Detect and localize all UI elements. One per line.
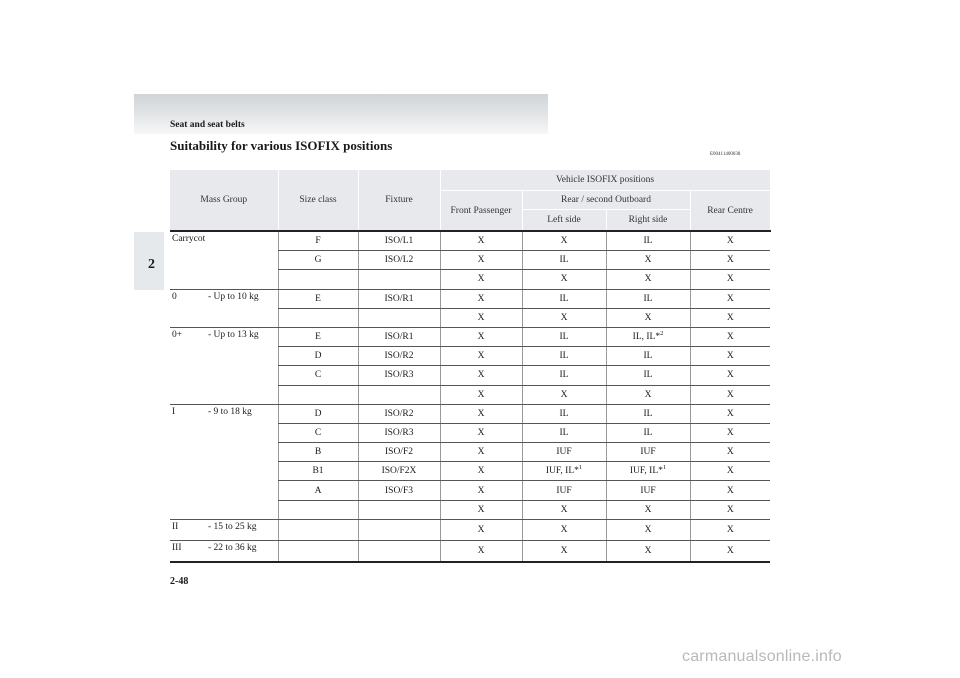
- front-passenger-cell: [440, 366, 522, 385]
- mass-group-range: - 15 to 25 kg: [208, 521, 257, 532]
- front-passenger-cell: [440, 231, 522, 251]
- front-passenger-cell-text: X: [477, 351, 485, 362]
- mass-group-label: 0: [172, 291, 177, 302]
- rear-centre-cell: [690, 404, 770, 423]
- table-body: [170, 231, 770, 562]
- right-side-cell: [606, 519, 690, 540]
- table-row: [170, 404, 770, 423]
- right-side-cell-text: X: [644, 546, 652, 557]
- front-passenger-cell: [440, 443, 522, 462]
- fixture-cell-text: ISO/L1: [384, 236, 414, 247]
- size-class-cell: [278, 541, 358, 563]
- front-passenger-cell-text: X: [477, 504, 485, 515]
- table-row: [170, 327, 770, 346]
- right-side-cell-text: IL: [643, 427, 653, 438]
- right-side-cell-text: X: [644, 504, 652, 515]
- fixture-cell-text: ISO/R2: [384, 351, 414, 362]
- size-class-cell: [278, 231, 358, 251]
- front-passenger-cell-text: X: [477, 408, 485, 419]
- left-side-cell: [522, 289, 606, 308]
- fixture-cell: [358, 289, 440, 308]
- fixture-cell-text: ISO/L2: [384, 255, 414, 266]
- right-side-cell: [606, 385, 690, 404]
- size-class-cell: [278, 404, 358, 423]
- right-side-cell: [606, 270, 690, 289]
- front-passenger-cell-text: X: [477, 255, 485, 266]
- table-row: [170, 289, 770, 308]
- left-side-cell: [522, 541, 606, 563]
- chapter-tab-number: 2: [148, 257, 155, 272]
- rear-centre-cell: [690, 251, 770, 270]
- front-passenger-cell: [440, 251, 522, 270]
- front-passenger-cell: [440, 327, 522, 346]
- left-side-cell: [522, 481, 606, 500]
- fixture-cell: [358, 481, 440, 500]
- front-passenger-cell: [440, 462, 522, 481]
- front-passenger-cell: [440, 289, 522, 308]
- right-side-cell: [606, 481, 690, 500]
- size-class-cell-text: A: [314, 485, 322, 496]
- size-class-cell: [278, 327, 358, 346]
- mass-group-range: - 9 to 18 kg: [208, 406, 252, 417]
- front-passenger-cell: [440, 404, 522, 423]
- left-side-cell-text: IL: [559, 427, 569, 438]
- left-side-cell: [522, 443, 606, 462]
- mass-group-label: II: [172, 521, 179, 532]
- left-side-cell: [522, 231, 606, 251]
- front-passenger-cell-text: X: [477, 389, 485, 400]
- fixture-cell: [358, 270, 440, 289]
- size-class-cell-text: D: [314, 408, 322, 419]
- right-side-cell: [606, 347, 690, 366]
- size-class-cell-text: D: [314, 351, 322, 362]
- right-side-cell-text: IL: [643, 293, 653, 304]
- front-passenger-cell: [440, 270, 522, 289]
- right-side-cell: [606, 231, 690, 251]
- rear-centre-cell-text: X: [726, 274, 734, 285]
- rear-centre-cell-text: X: [726, 389, 734, 400]
- rear-centre-cell-text: X: [726, 351, 734, 362]
- front-passenger-cell-text: X: [477, 427, 485, 438]
- size-class-cell-text: C: [314, 427, 322, 438]
- left-side-cell-text: IUF: [556, 485, 572, 496]
- page-title: Suitability for various ISOFIX positions: [170, 138, 393, 153]
- left-side-cell: [522, 385, 606, 404]
- mass-group-label: 0+: [172, 329, 183, 340]
- fixture-cell-text: ISO/R3: [384, 427, 414, 438]
- right-side-cell: [606, 251, 690, 270]
- mass-group-label: I: [172, 406, 176, 417]
- right-side-cell-text: IL: [643, 408, 653, 419]
- left-side-cell-text: X: [560, 236, 568, 247]
- fixture-cell: [358, 423, 440, 442]
- mass-group-label: Carrycot: [172, 234, 206, 244]
- mass-group-cell: [170, 231, 278, 289]
- size-class-cell: [278, 270, 358, 289]
- header-front-passenger: Front Passenger: [440, 191, 522, 232]
- mass-group-range: - 22 to 36 kg: [208, 543, 257, 553]
- size-class-cell-text: C: [314, 370, 322, 381]
- right-side-cell: [606, 366, 690, 385]
- right-side-cell: [606, 500, 690, 519]
- rear-centre-cell: [690, 366, 770, 385]
- header-rear-centre: Rear Centre: [690, 191, 770, 232]
- rear-centre-cell: [690, 500, 770, 519]
- fixture-cell: [358, 500, 440, 519]
- right-side-cell-text: X: [644, 524, 652, 535]
- left-side-cell: [522, 423, 606, 442]
- right-side-cell: [606, 443, 690, 462]
- left-side-cell-text: X: [560, 546, 568, 557]
- size-class-cell: [278, 481, 358, 500]
- rear-centre-cell-text: X: [726, 408, 734, 419]
- right-side-cell: [606, 404, 690, 423]
- rear-centre-cell: [690, 481, 770, 500]
- size-class-cell: [278, 385, 358, 404]
- front-passenger-cell: [440, 500, 522, 519]
- front-passenger-cell: [440, 308, 522, 327]
- right-side-cell: [606, 327, 690, 346]
- fixture-cell-text: ISO/R1: [384, 293, 414, 304]
- header-rear-outboard: Rear / second Outboard: [522, 191, 690, 210]
- left-side-cell-text: IL: [559, 332, 569, 343]
- left-side-cell: [522, 347, 606, 366]
- left-side-cell: [522, 251, 606, 270]
- mass-group-cell: [170, 404, 278, 519]
- size-class-cell-text: E: [315, 332, 321, 343]
- mass-group-cell: [170, 541, 278, 563]
- rear-centre-cell-text: X: [726, 236, 734, 247]
- watermark: carmanualsonline.info: [682, 648, 842, 665]
- right-side-cell-text: IL: [643, 351, 653, 362]
- size-class-cell: [278, 308, 358, 327]
- rear-centre-cell: [690, 289, 770, 308]
- left-side-cell-text: X: [560, 504, 568, 515]
- size-class-cell: [278, 462, 358, 481]
- document-code: E00411400038: [710, 152, 741, 157]
- right-side-cell: [606, 308, 690, 327]
- table-row: [170, 231, 770, 251]
- right-side-cell-text: IUF: [640, 485, 656, 496]
- front-passenger-cell: [440, 423, 522, 442]
- left-side-cell-text: X: [560, 312, 568, 323]
- front-passenger-cell-text: X: [477, 332, 485, 343]
- mass-group-range: - Up to 10 kg: [208, 291, 259, 302]
- size-class-cell-text: B1: [312, 466, 324, 477]
- table-row: [170, 519, 770, 540]
- front-passenger-cell-text: X: [477, 293, 485, 304]
- fixture-cell: [358, 308, 440, 327]
- right-side-cell-text: IL, IL*: [632, 332, 661, 343]
- rear-centre-cell-text: X: [726, 255, 734, 266]
- rear-centre-cell: [690, 385, 770, 404]
- size-class-cell: [278, 366, 358, 385]
- fixture-cell: [358, 541, 440, 563]
- fixture-cell-text: ISO/F3: [385, 485, 413, 496]
- section-header: Seat and seat belts: [170, 120, 245, 130]
- fixture-cell-text: ISO/F2: [385, 447, 413, 458]
- fixture-cell: [358, 366, 440, 385]
- footnote-marker: 2: [660, 330, 664, 338]
- rear-centre-cell: [690, 327, 770, 346]
- size-class-cell: [278, 500, 358, 519]
- front-passenger-cell: [440, 541, 522, 563]
- mass-group-cell: [170, 327, 278, 404]
- fixture-cell: [358, 231, 440, 251]
- size-class-cell: [278, 423, 358, 442]
- right-side-cell-text: IL: [643, 236, 653, 247]
- fixture-cell-text: ISO/F2X: [381, 466, 417, 477]
- left-side-cell: [522, 404, 606, 423]
- mass-group-label: III: [172, 543, 182, 553]
- size-class-cell-text: B: [314, 447, 322, 458]
- size-class-cell-text: G: [314, 255, 322, 266]
- rear-centre-cell-text: X: [726, 427, 734, 438]
- mass-group-cell: [170, 519, 278, 540]
- front-passenger-cell-text: X: [477, 370, 485, 381]
- rear-centre-cell-text: X: [726, 293, 734, 304]
- fixture-cell: [358, 443, 440, 462]
- right-side-cell-text: IL: [643, 370, 653, 381]
- footnote-marker: 1: [578, 464, 583, 472]
- size-class-cell-text: F: [315, 236, 321, 247]
- rear-centre-cell: [690, 519, 770, 540]
- size-class-cell: [278, 289, 358, 308]
- left-side-cell: [522, 327, 606, 346]
- left-side-cell-text: X: [560, 524, 568, 535]
- rear-centre-cell-text: X: [726, 370, 734, 381]
- mass-group-range: - Up to 13 kg: [208, 329, 259, 340]
- left-side-cell: [522, 366, 606, 385]
- rear-centre-cell-text: X: [726, 466, 734, 477]
- fixture-cell: [358, 251, 440, 270]
- left-side-cell-text: X: [560, 274, 568, 285]
- fixture-cell-text: ISO/R3: [384, 370, 414, 381]
- front-passenger-cell-text: X: [477, 524, 485, 535]
- rear-centre-cell: [690, 541, 770, 563]
- size-class-cell: [278, 443, 358, 462]
- left-side-cell-text: IL: [559, 408, 569, 419]
- page-number: 2-48: [170, 576, 189, 587]
- right-side-cell-text: X: [644, 255, 652, 266]
- fixture-cell: [358, 347, 440, 366]
- mass-group-cell: [170, 289, 278, 327]
- right-side-cell: [606, 462, 690, 481]
- left-side-cell: [522, 519, 606, 540]
- front-passenger-cell: [440, 385, 522, 404]
- size-class-cell: [278, 251, 358, 270]
- left-side-cell-text: IL: [559, 255, 569, 266]
- rear-centre-cell-text: X: [726, 504, 734, 515]
- right-side-cell-text: IUF: [640, 447, 656, 458]
- right-side-cell: [606, 289, 690, 308]
- front-passenger-cell: [440, 481, 522, 500]
- right-side-cell: [606, 423, 690, 442]
- rear-centre-cell-text: X: [726, 312, 734, 323]
- rear-centre-cell: [690, 443, 770, 462]
- rear-centre-cell: [690, 270, 770, 289]
- rear-centre-cell-text: X: [726, 546, 734, 557]
- rear-centre-cell-text: X: [726, 485, 734, 496]
- size-class-cell: [278, 519, 358, 540]
- front-passenger-cell-text: X: [477, 274, 485, 285]
- header-mass-group: Mass Group: [170, 170, 278, 231]
- header-size-class: Size class: [278, 170, 358, 231]
- table-row: [170, 541, 770, 563]
- left-side-cell: [522, 308, 606, 327]
- fixture-cell: [358, 404, 440, 423]
- left-side-cell-text: IUF: [556, 447, 572, 458]
- left-side-cell-text: IUF, IL*: [545, 466, 579, 477]
- fixture-cell-text: ISO/R2: [384, 408, 414, 419]
- rear-centre-cell-text: X: [726, 332, 734, 343]
- rear-centre-cell: [690, 423, 770, 442]
- right-side-cell-text: IUF, IL*: [629, 466, 663, 477]
- rear-centre-cell-text: X: [726, 447, 734, 458]
- right-side-cell: [606, 541, 690, 563]
- front-passenger-cell-text: X: [477, 236, 485, 247]
- rear-centre-cell: [690, 231, 770, 251]
- rear-centre-cell: [690, 308, 770, 327]
- front-passenger-cell-text: X: [477, 312, 485, 323]
- fixture-cell: [358, 519, 440, 540]
- size-class-cell: [278, 347, 358, 366]
- rear-centre-cell-text: X: [726, 524, 734, 535]
- rear-centre-cell: [690, 347, 770, 366]
- footnote-marker: 1: [662, 464, 667, 472]
- rear-centre-cell: [690, 462, 770, 481]
- left-side-cell-text: IL: [559, 293, 569, 304]
- right-side-cell-text: X: [644, 274, 652, 285]
- front-passenger-cell-text: X: [477, 546, 485, 557]
- left-side-cell: [522, 500, 606, 519]
- front-passenger-cell-text: X: [477, 447, 485, 458]
- front-passenger-cell: [440, 519, 522, 540]
- left-side-cell-text: IL: [559, 370, 569, 381]
- fixture-cell: [358, 327, 440, 346]
- left-side-cell-text: IL: [559, 351, 569, 362]
- fixture-cell-text: ISO/R1: [384, 332, 414, 343]
- header-fixture: Fixture: [358, 170, 440, 231]
- front-passenger-cell: [440, 347, 522, 366]
- right-side-cell-text: X: [644, 389, 652, 400]
- header-right-side: Right side: [606, 210, 690, 232]
- left-side-cell: [522, 270, 606, 289]
- header-left-side: Left side: [522, 210, 606, 232]
- fixture-cell: [358, 462, 440, 481]
- right-side-cell-text: X: [644, 312, 652, 323]
- fixture-cell: [358, 385, 440, 404]
- left-side-cell-text: X: [560, 389, 568, 400]
- isofix-suitability-table: [170, 170, 771, 563]
- front-passenger-cell-text: X: [477, 466, 485, 477]
- size-class-cell-text: E: [315, 293, 321, 304]
- header-vehicle-positions: Vehicle ISOFIX positions: [440, 170, 770, 191]
- left-side-cell: [522, 462, 606, 481]
- front-passenger-cell-text: X: [477, 485, 485, 496]
